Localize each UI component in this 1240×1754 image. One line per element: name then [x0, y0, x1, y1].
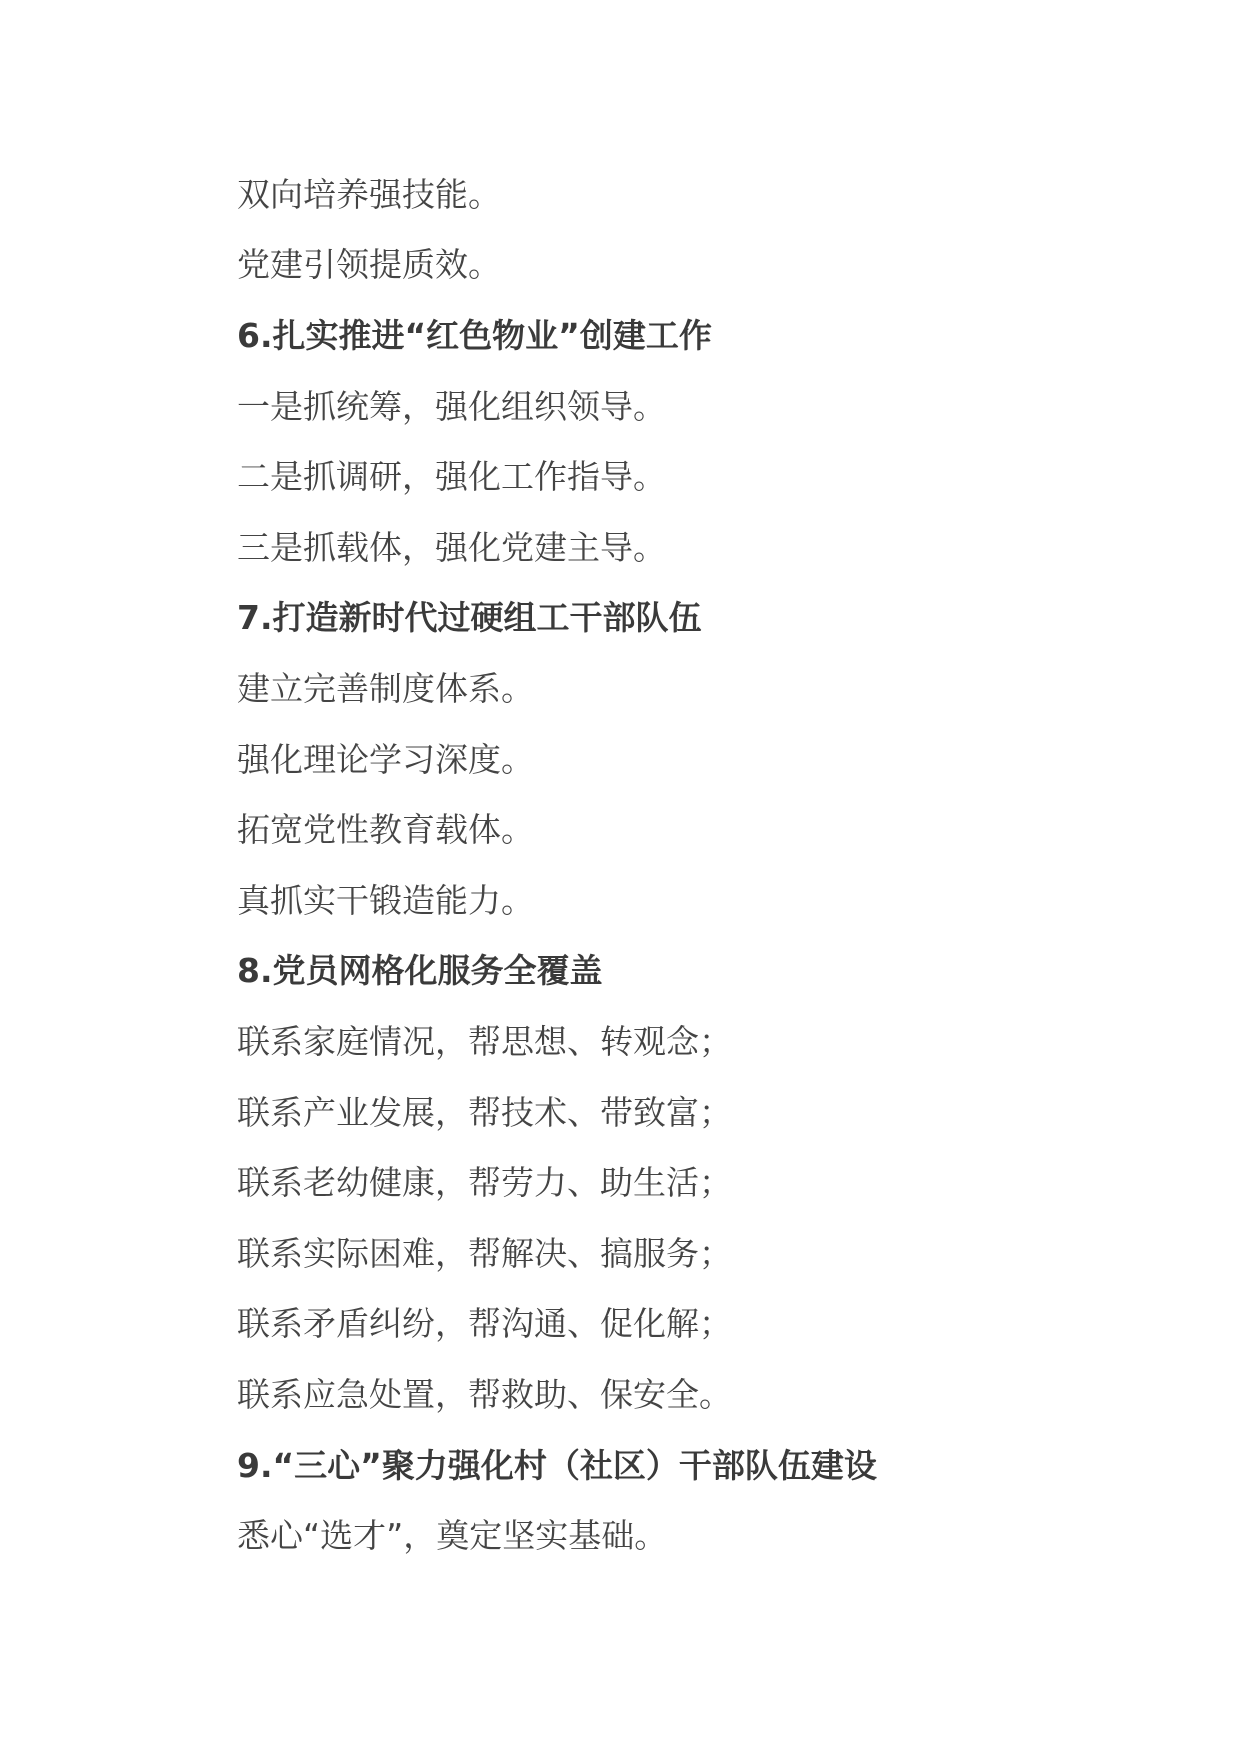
section-heading-6: 6.扎实推进“红色物业”创建工作: [237, 316, 712, 355]
body-line: 悉心“选才”，奠定坚实基础。: [237, 1516, 668, 1555]
section-heading-9: 9.“三心”聚力强化村（社区）干部队伍建设: [237, 1446, 877, 1485]
body-line: 真抓实干锻造能力。: [237, 881, 534, 920]
body-line: 三是抓载体，强化党建主导。: [237, 528, 666, 567]
body-line: 建立完善制度体系。: [237, 669, 534, 708]
section-heading-8: 8.党员网格化服务全覆盖: [237, 951, 603, 990]
body-line: 联系应急处置，帮救助、保安全。: [237, 1375, 732, 1414]
body-line: 联系产业发展，帮技术、带致富；: [237, 1093, 732, 1132]
body-line: 联系矛盾纠纷，帮沟通、促化解；: [237, 1304, 732, 1343]
body-line: 联系老幼健康，帮劳力、助生活；: [237, 1163, 732, 1202]
body-line: 二是抓调研，强化工作指导。: [237, 457, 666, 496]
body-line: 联系家庭情况，帮思想、转观念；: [237, 1022, 732, 1061]
body-line: 联系实际困难，帮解决、搞服务；: [237, 1234, 732, 1273]
body-line: 一是抓统筹，强化组织领导。: [237, 387, 666, 426]
section-heading-7: 7.打造新时代过硬组工干部队伍: [237, 598, 702, 637]
body-line: 强化理论学习深度。: [237, 740, 534, 779]
body-line: 拓宽党性教育载体。: [237, 810, 534, 849]
body-line: 双向培养强技能。: [237, 175, 501, 214]
body-line: 党建引领提质效。: [237, 245, 501, 284]
